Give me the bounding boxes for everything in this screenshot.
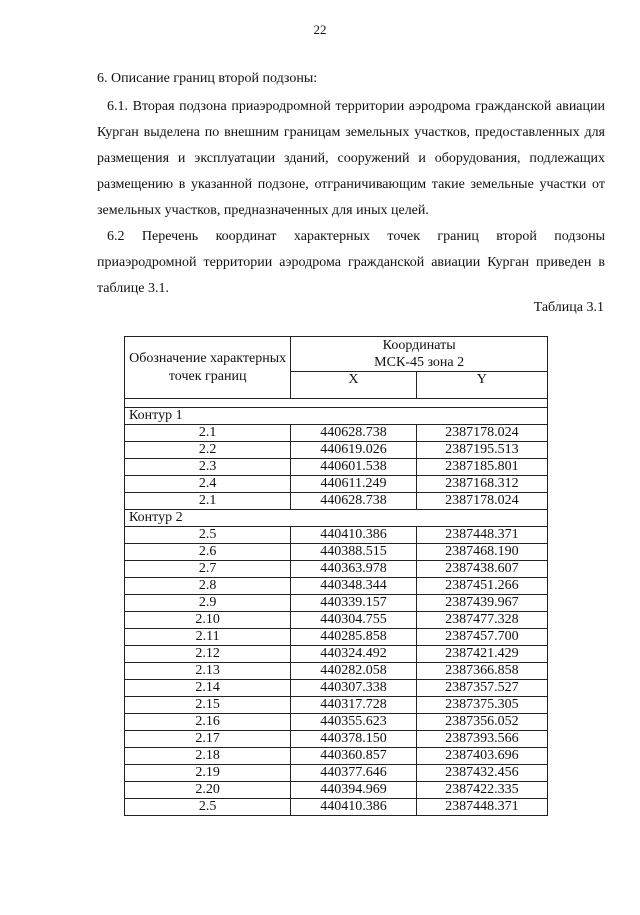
- y-coordinate-cell: 2387178.024: [416, 493, 547, 510]
- paragraph-6-2: 6.2 Перечень координат характерных точек границ второй подзоны приаэродромной территории аэродрома гражданской авиации Курган приведен в таблице 3.1.: [97, 229, 605, 296]
- x-coordinate-cell: 440324.492: [291, 646, 416, 663]
- x-coordinate-cell: 440410.386: [291, 527, 416, 544]
- header-spacer-row: [125, 399, 548, 408]
- contour-label: Контур 2: [125, 510, 548, 527]
- table-row: [125, 493, 548, 510]
- x-coordinate-cell: 440378.150: [291, 731, 416, 748]
- table-row: [125, 442, 548, 459]
- y-coordinate-cell: 2387439.967: [416, 595, 547, 612]
- point-id-cell: 2.5: [125, 799, 291, 816]
- point-id-cell: 2.17: [125, 731, 291, 748]
- x-coordinate-cell: 440304.755: [291, 612, 416, 629]
- y-coordinate-cell: 2387468.190: [416, 544, 547, 561]
- y-coordinate-cell: 2387356.052: [416, 714, 547, 731]
- header-y: Y: [416, 372, 547, 399]
- point-id-cell: 2.4: [125, 476, 291, 493]
- point-id-cell: 2.9: [125, 595, 291, 612]
- point-id-cell: 2.16: [125, 714, 291, 731]
- x-coordinate-cell: 440282.058: [291, 663, 416, 680]
- y-coordinate-cell: 2387457.700: [416, 629, 547, 646]
- y-coordinate-cell: 2387393.566: [416, 731, 547, 748]
- x-coordinate-cell: 440394.969: [291, 782, 416, 799]
- point-id-cell: 2.1: [125, 493, 291, 510]
- table-row: [125, 527, 548, 544]
- y-coordinate-cell: 2387451.266: [416, 578, 547, 595]
- y-coordinate-cell: 2387477.328: [416, 612, 547, 629]
- y-coordinate-cell: 2387178.024: [416, 425, 547, 442]
- y-coordinate-cell: 2387375.305: [416, 697, 547, 714]
- x-coordinate-cell: 440355.623: [291, 714, 416, 731]
- y-coordinate-cell: 2387185.801: [416, 459, 547, 476]
- point-id-cell: 2.13: [125, 663, 291, 680]
- point-id-cell: 2.1: [125, 425, 291, 442]
- point-id-cell: 2.5: [125, 527, 291, 544]
- table-row: [125, 595, 548, 612]
- y-coordinate-cell: 2387422.335: [416, 782, 547, 799]
- contour-group-row: [125, 510, 548, 527]
- table-row: [125, 459, 548, 476]
- point-id-cell: 2.18: [125, 748, 291, 765]
- table-row: [125, 629, 548, 646]
- page-number: 22: [313, 22, 327, 37]
- point-id-cell: 2.14: [125, 680, 291, 697]
- table-row: [125, 697, 548, 714]
- point-id-cell: 2.15: [125, 697, 291, 714]
- x-coordinate-cell: 440317.728: [291, 697, 416, 714]
- y-coordinate-cell: 2387448.371: [416, 527, 547, 544]
- table-row: [125, 680, 548, 697]
- table-row: [125, 578, 548, 595]
- point-id-cell: 2.12: [125, 646, 291, 663]
- point-id-cell: 2.19: [125, 765, 291, 782]
- section-heading: 6. Описание границ второй подзоны:: [97, 71, 318, 86]
- x-coordinate-cell: 440285.858: [291, 629, 416, 646]
- table-row: [125, 476, 548, 493]
- x-coordinate-cell: 440601.538: [291, 459, 416, 476]
- table-row: [125, 561, 548, 578]
- header-coordinates: [291, 337, 548, 372]
- x-coordinate-cell: 440363.978: [291, 561, 416, 578]
- x-coordinate-cell: 440628.738: [291, 493, 416, 510]
- x-coordinate-cell: 440339.157: [291, 595, 416, 612]
- table-row: [125, 782, 548, 799]
- y-coordinate-cell: 2387195.513: [416, 442, 547, 459]
- table-row: [125, 612, 548, 629]
- header-point-label: Обозначение характерных точек границ: [125, 337, 291, 399]
- header-x: X: [291, 372, 416, 399]
- x-coordinate-cell: 440611.249: [291, 476, 416, 493]
- point-id-cell: 2.7: [125, 561, 291, 578]
- table-row: [125, 646, 548, 663]
- point-id-cell: 2.11: [125, 629, 291, 646]
- table-row: [125, 663, 548, 680]
- y-coordinate-cell: 2387448.371: [416, 799, 547, 816]
- y-coordinate-cell: 2387421.429: [416, 646, 547, 663]
- x-coordinate-cell: 440628.738: [291, 425, 416, 442]
- point-id-cell: 2.2: [125, 442, 291, 459]
- table-row: [125, 714, 548, 731]
- table-row: [125, 799, 548, 816]
- spacer-cell: [125, 399, 548, 408]
- y-coordinate-cell: 2387438.607: [416, 561, 547, 578]
- table-row: [125, 544, 548, 561]
- x-coordinate-cell: 440619.026: [291, 442, 416, 459]
- point-id-cell: 2.3: [125, 459, 291, 476]
- point-id-cell: 2.10: [125, 612, 291, 629]
- point-id-cell: 2.8: [125, 578, 291, 595]
- header-coordinates-title: Координаты: [382, 338, 456, 353]
- point-id-cell: 2.20: [125, 782, 291, 799]
- contour-label: Контур 1: [125, 408, 548, 425]
- table-row: [125, 731, 548, 748]
- contour-group-row: [125, 408, 548, 425]
- y-coordinate-cell: 2387432.456: [416, 765, 547, 782]
- x-coordinate-cell: 440410.386: [291, 799, 416, 816]
- paragraph-6-1: 6.1. Вторая подзона приаэродромной территории аэродрома гражданской авиации Курган выделена по внешним границам земельных участков, предоставленных для размещения и эксплуатации зданий, сооружений и оборудования, подлежащих размещению в указанной подзоне, отграничивающим такие земельные участки от земельных участков, предназначенных для иных целей.: [97, 99, 605, 218]
- x-coordinate-cell: 440377.646: [291, 765, 416, 782]
- coordinates-table: [124, 336, 548, 816]
- y-coordinate-cell: 2387366.858: [416, 663, 547, 680]
- y-coordinate-cell: 2387168.312: [416, 476, 547, 493]
- table-caption: Таблица 3.1: [533, 300, 604, 315]
- y-coordinate-cell: 2387403.696: [416, 748, 547, 765]
- table-row: [125, 765, 548, 782]
- x-coordinate-cell: 440348.344: [291, 578, 416, 595]
- point-id-cell: 2.6: [125, 544, 291, 561]
- x-coordinate-cell: 440307.338: [291, 680, 416, 697]
- table-row: [125, 425, 548, 442]
- x-coordinate-cell: 440360.857: [291, 748, 416, 765]
- table-row: [125, 748, 548, 765]
- x-coordinate-cell: 440388.515: [291, 544, 416, 561]
- header-coordinates-system: МСК-45 зона 2: [374, 355, 465, 370]
- table-body: [125, 399, 548, 816]
- y-coordinate-cell: 2387357.527: [416, 680, 547, 697]
